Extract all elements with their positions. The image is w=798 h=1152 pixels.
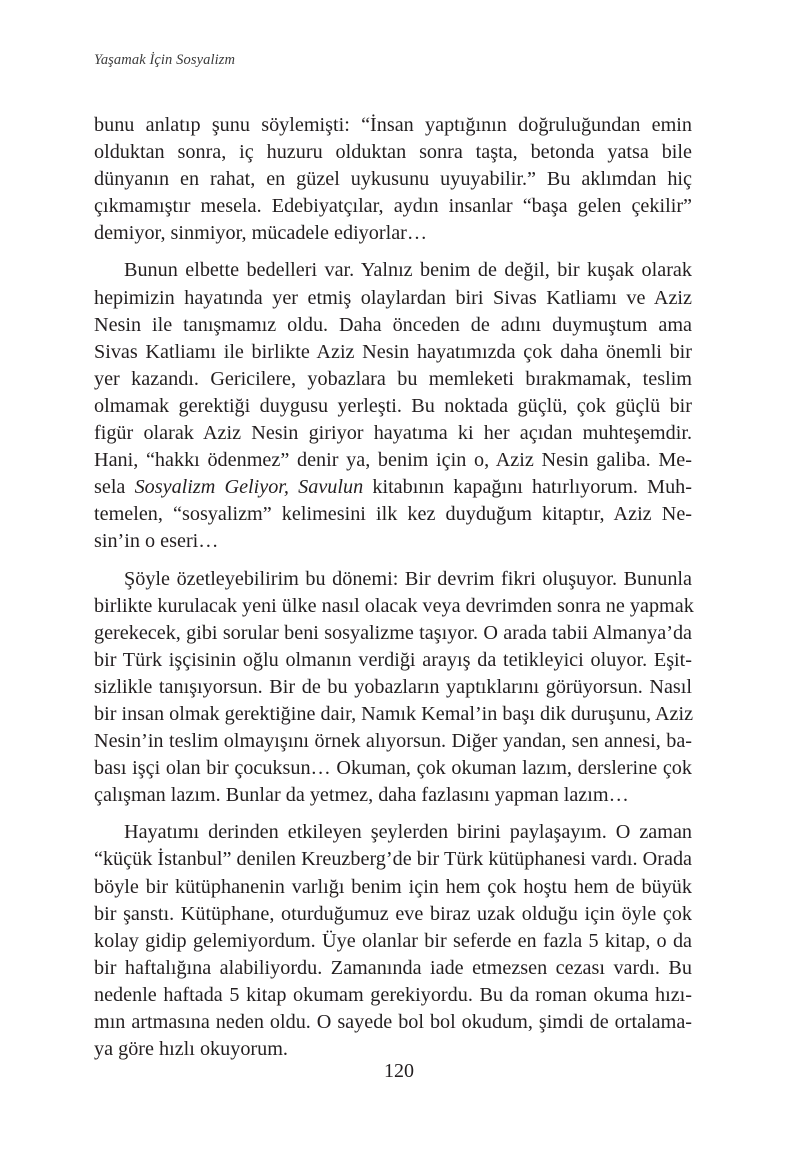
- text-run: gerekecek, gibi sorular beni sosyalizme taşıyor. O arada tabii Almanya’da: [94, 621, 692, 644]
- text-line: [94, 901, 692, 928]
- page-number: 120: [384, 1060, 414, 1082]
- running-head: Yaşamak İçin Sosyalizm: [94, 52, 236, 68]
- text-line: [94, 339, 692, 366]
- text-run: Hani, “hakkı ödenmez” denir ya, benim için o, Aziz Nesin galiba. Me-: [94, 449, 692, 472]
- text-run: bir şanstı. Kütüphane, oturduğumuz eve biraz uzak olduğu için öyle çok: [94, 902, 692, 925]
- text-run: böyle bir kütüphanenin varlığı benim için hem çok hoştu hem de büyük: [94, 875, 692, 898]
- text-run: Nesin ile tanışmamız oldu. Daha önceden de adını duymuştum ama: [94, 313, 692, 336]
- text-run: bir insan olmak gerektiğine dair, Namık Kemal’in başı dik duruşunu, Aziz: [94, 702, 694, 725]
- text-run: ya göre hızlı okuyorum.: [94, 1038, 288, 1061]
- text-line: [94, 566, 692, 593]
- text-run: yer kazandı. Gericilere, yobazlara bu memleketi bırakmamak, teslim: [94, 367, 692, 390]
- text-line: [94, 447, 692, 474]
- text-run: bir haftalığına alabiliyordu. Zamanında iade etmezsen cezası vardı. Bu: [94, 956, 692, 979]
- text-line: [94, 782, 692, 809]
- text-run: Şöyle özetleyebilirim bu dönemi: Bir devrim fikri oluşuyor. Bununla: [124, 567, 692, 590]
- text-run: bir Türk işçisinin oğlu olmanın verdiği arayış da tetikleyici oluyor. Eşit-: [94, 648, 692, 671]
- paragraph: [94, 257, 692, 555]
- text-run: kolay gidip gelemiyordum. Üye olanlar bir seferde en fazla 5 kitap, o da: [94, 929, 692, 952]
- text-run: Bunun elbette bedelleri var. Yalnız benim de değil, bir kuşak olarak: [124, 259, 692, 282]
- text-line: [94, 701, 692, 728]
- text-run: olmamak gerektiği duygusu yerleşti. Bu noktada güçlü, çok güçlü bir: [94, 394, 692, 417]
- text-run: bası işçi olan bir çocuksun… Okuman, çok okuman lazım, derslerine çok: [94, 757, 692, 780]
- text-line: [94, 819, 692, 846]
- paragraph: [94, 566, 692, 810]
- text-line: [94, 928, 692, 955]
- text-line: [94, 647, 692, 674]
- text-run: Hayatımı derinden etkileyen şeylerden birini paylaşayım. O zaman: [124, 821, 692, 844]
- body-text: [94, 112, 692, 1073]
- text-run: “küçük İstanbul” denilen Kreuzberg’de bir Türk kütüphanesi vardı. Orada: [94, 848, 692, 871]
- text-line: [94, 474, 692, 501]
- text-line: [94, 874, 692, 901]
- text-run: çalışman lazım. Bunlar da yetmez, daha fazlasını yapman lazım…: [94, 784, 629, 807]
- text-run: sin’in o eseri…: [94, 530, 219, 553]
- text-line: [94, 620, 692, 647]
- text-line: [94, 1009, 692, 1036]
- text-line: [94, 846, 692, 873]
- text-run: sizlikle tanışıyorsun. Bir de bu yobazların yaptıklarını görüyorsun. Nasıl: [94, 675, 692, 698]
- book-title-italic: Sosyalizm Geliyor, Savulun: [134, 476, 364, 499]
- text-line: [94, 257, 692, 284]
- text-line: [94, 366, 692, 393]
- text-run: dünyanın en rahat, en güzel uykusunu uyuyabilir.” Bu aklımdan hiç: [94, 168, 692, 191]
- text-line: [94, 955, 692, 982]
- text-run: olduktan sonra, iç huzuru olduktan sonra taşta, betonda yatsa bile: [94, 141, 692, 164]
- text-line: [94, 674, 692, 701]
- text-run: kitabının kapağını hatırlıyorum. Muh-: [363, 476, 693, 499]
- text-line: [94, 112, 692, 139]
- text-run: Sivas Katliamı ile birlikte Aziz Nesin hayatımızda çok daha önemli bir: [94, 340, 692, 363]
- paragraph: [94, 112, 692, 247]
- text-run: bunu anlatıp şunu söylemişti: “İnsan yaptığının doğruluğundan emin: [94, 114, 692, 136]
- text-line: [94, 393, 692, 420]
- text-run: birlikte kurulacak yeni ülke nasıl olacak veya devrimden sonra ne yapmak: [94, 594, 694, 617]
- text-run: temelen, “sosyalizm” kelimesini ilk kez duyduğum kitaptır, Aziz Ne-: [94, 503, 692, 526]
- text-line: [94, 501, 692, 528]
- text-run: demiyor, sinmiyor, mücadele ediyorlar…: [94, 222, 428, 245]
- text-line: [94, 420, 692, 447]
- text-line: [94, 728, 692, 755]
- text-line: [94, 528, 692, 555]
- text-line: [94, 593, 692, 620]
- text-line: [94, 982, 692, 1009]
- text-line: [94, 220, 692, 247]
- text-line: [94, 312, 692, 339]
- text-line: [94, 139, 692, 166]
- text-run: mın artmasına neden oldu. O sayede bol bol okudum, şimdi de ortalama-: [94, 1011, 692, 1033]
- paragraph: [94, 819, 692, 1063]
- text-line: [94, 755, 692, 782]
- text-line: [94, 166, 692, 193]
- text-line: [94, 193, 692, 220]
- text-run: Nesin’in teslim olmayışını örnek alıyorsun. Diğer yandan, sen annesi, ba-: [94, 730, 692, 753]
- text-run: nedenle haftada 5 kitap okumam gerekiyordu. Bu da roman okuma hızı-: [94, 983, 692, 1006]
- text-run: hepimizin hayatında yer etmiş olaylardan biri Sivas Katliamı ve Aziz: [94, 286, 692, 309]
- text-run: figür olarak Aziz Nesin giriyor hayatıma ki her açıdan muhteşemdir.: [94, 422, 692, 445]
- text-run: çıkmamıştır mesela. Edebiyatçılar, aydın insanlar “başa gelen çekilir”: [94, 195, 692, 218]
- text-run: sela: [94, 476, 135, 499]
- text-line: [94, 285, 692, 312]
